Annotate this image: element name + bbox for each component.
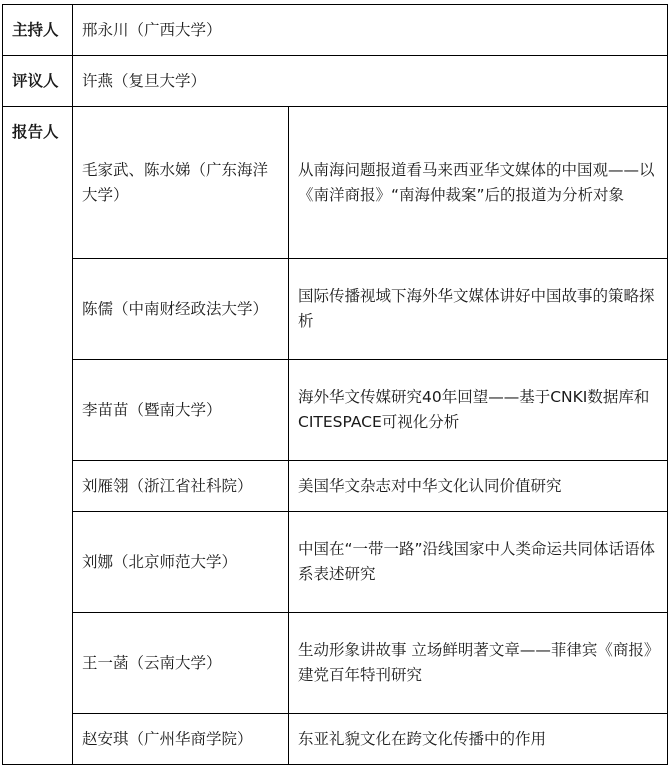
report-speaker: 刘娜（北京师范大学） — [73, 512, 289, 613]
report-row — [3, 107, 668, 259]
report-row — [3, 360, 668, 461]
host-label: 主持人 — [3, 5, 73, 56]
report-title: 美国华文杂志对中华文化认同价值研究 — [289, 461, 668, 512]
report-speaker: 李苗苗（暨南大学） — [73, 360, 289, 461]
report-row — [3, 259, 668, 360]
report-title: 中国在“一带一路”沿线国家中人类命运共同体话语体系表述研究 — [289, 512, 668, 613]
reviewer-value: 许燕（复旦大学） — [73, 56, 668, 107]
report-speaker: 毛家武、陈水娣（广东海洋大学） — [73, 107, 289, 259]
report-row — [3, 512, 668, 613]
report-title: 从南海问题报道看马来西亚华文媒体的中国观——以《南洋商报》“南海仲裁案”后的报道为分析对象 — [289, 107, 668, 259]
reporters-label: 报告人 — [3, 107, 73, 765]
report-title: 生动形象讲故事 立场鲜明著文章——菲律宾《商报》建党百年特刊研究 — [289, 613, 668, 714]
schedule-table — [2, 4, 668, 765]
report-row — [3, 613, 668, 714]
report-speaker: 王一菡（云南大学） — [73, 613, 289, 714]
report-row — [3, 714, 668, 765]
reviewer-row — [3, 56, 668, 107]
reviewer-label: 评议人 — [3, 56, 73, 107]
report-row — [3, 461, 668, 512]
report-speaker: 陈儒（中南财经政法大学） — [73, 259, 289, 360]
report-title: 国际传播视域下海外华文媒体讲好中国故事的策略探析 — [289, 259, 668, 360]
host-row — [3, 5, 668, 56]
report-title: 海外华文传媒研究40年回望——基于CNKI数据库和CITESPACE可视化分析 — [289, 360, 668, 461]
host-value: 邢永川（广西大学） — [73, 5, 668, 56]
report-speaker: 刘雁翎（浙江省社科院） — [73, 461, 289, 512]
report-title: 东亚礼貌文化在跨文化传播中的作用 — [289, 714, 668, 765]
report-speaker: 赵安琪（广州华商学院） — [73, 714, 289, 765]
